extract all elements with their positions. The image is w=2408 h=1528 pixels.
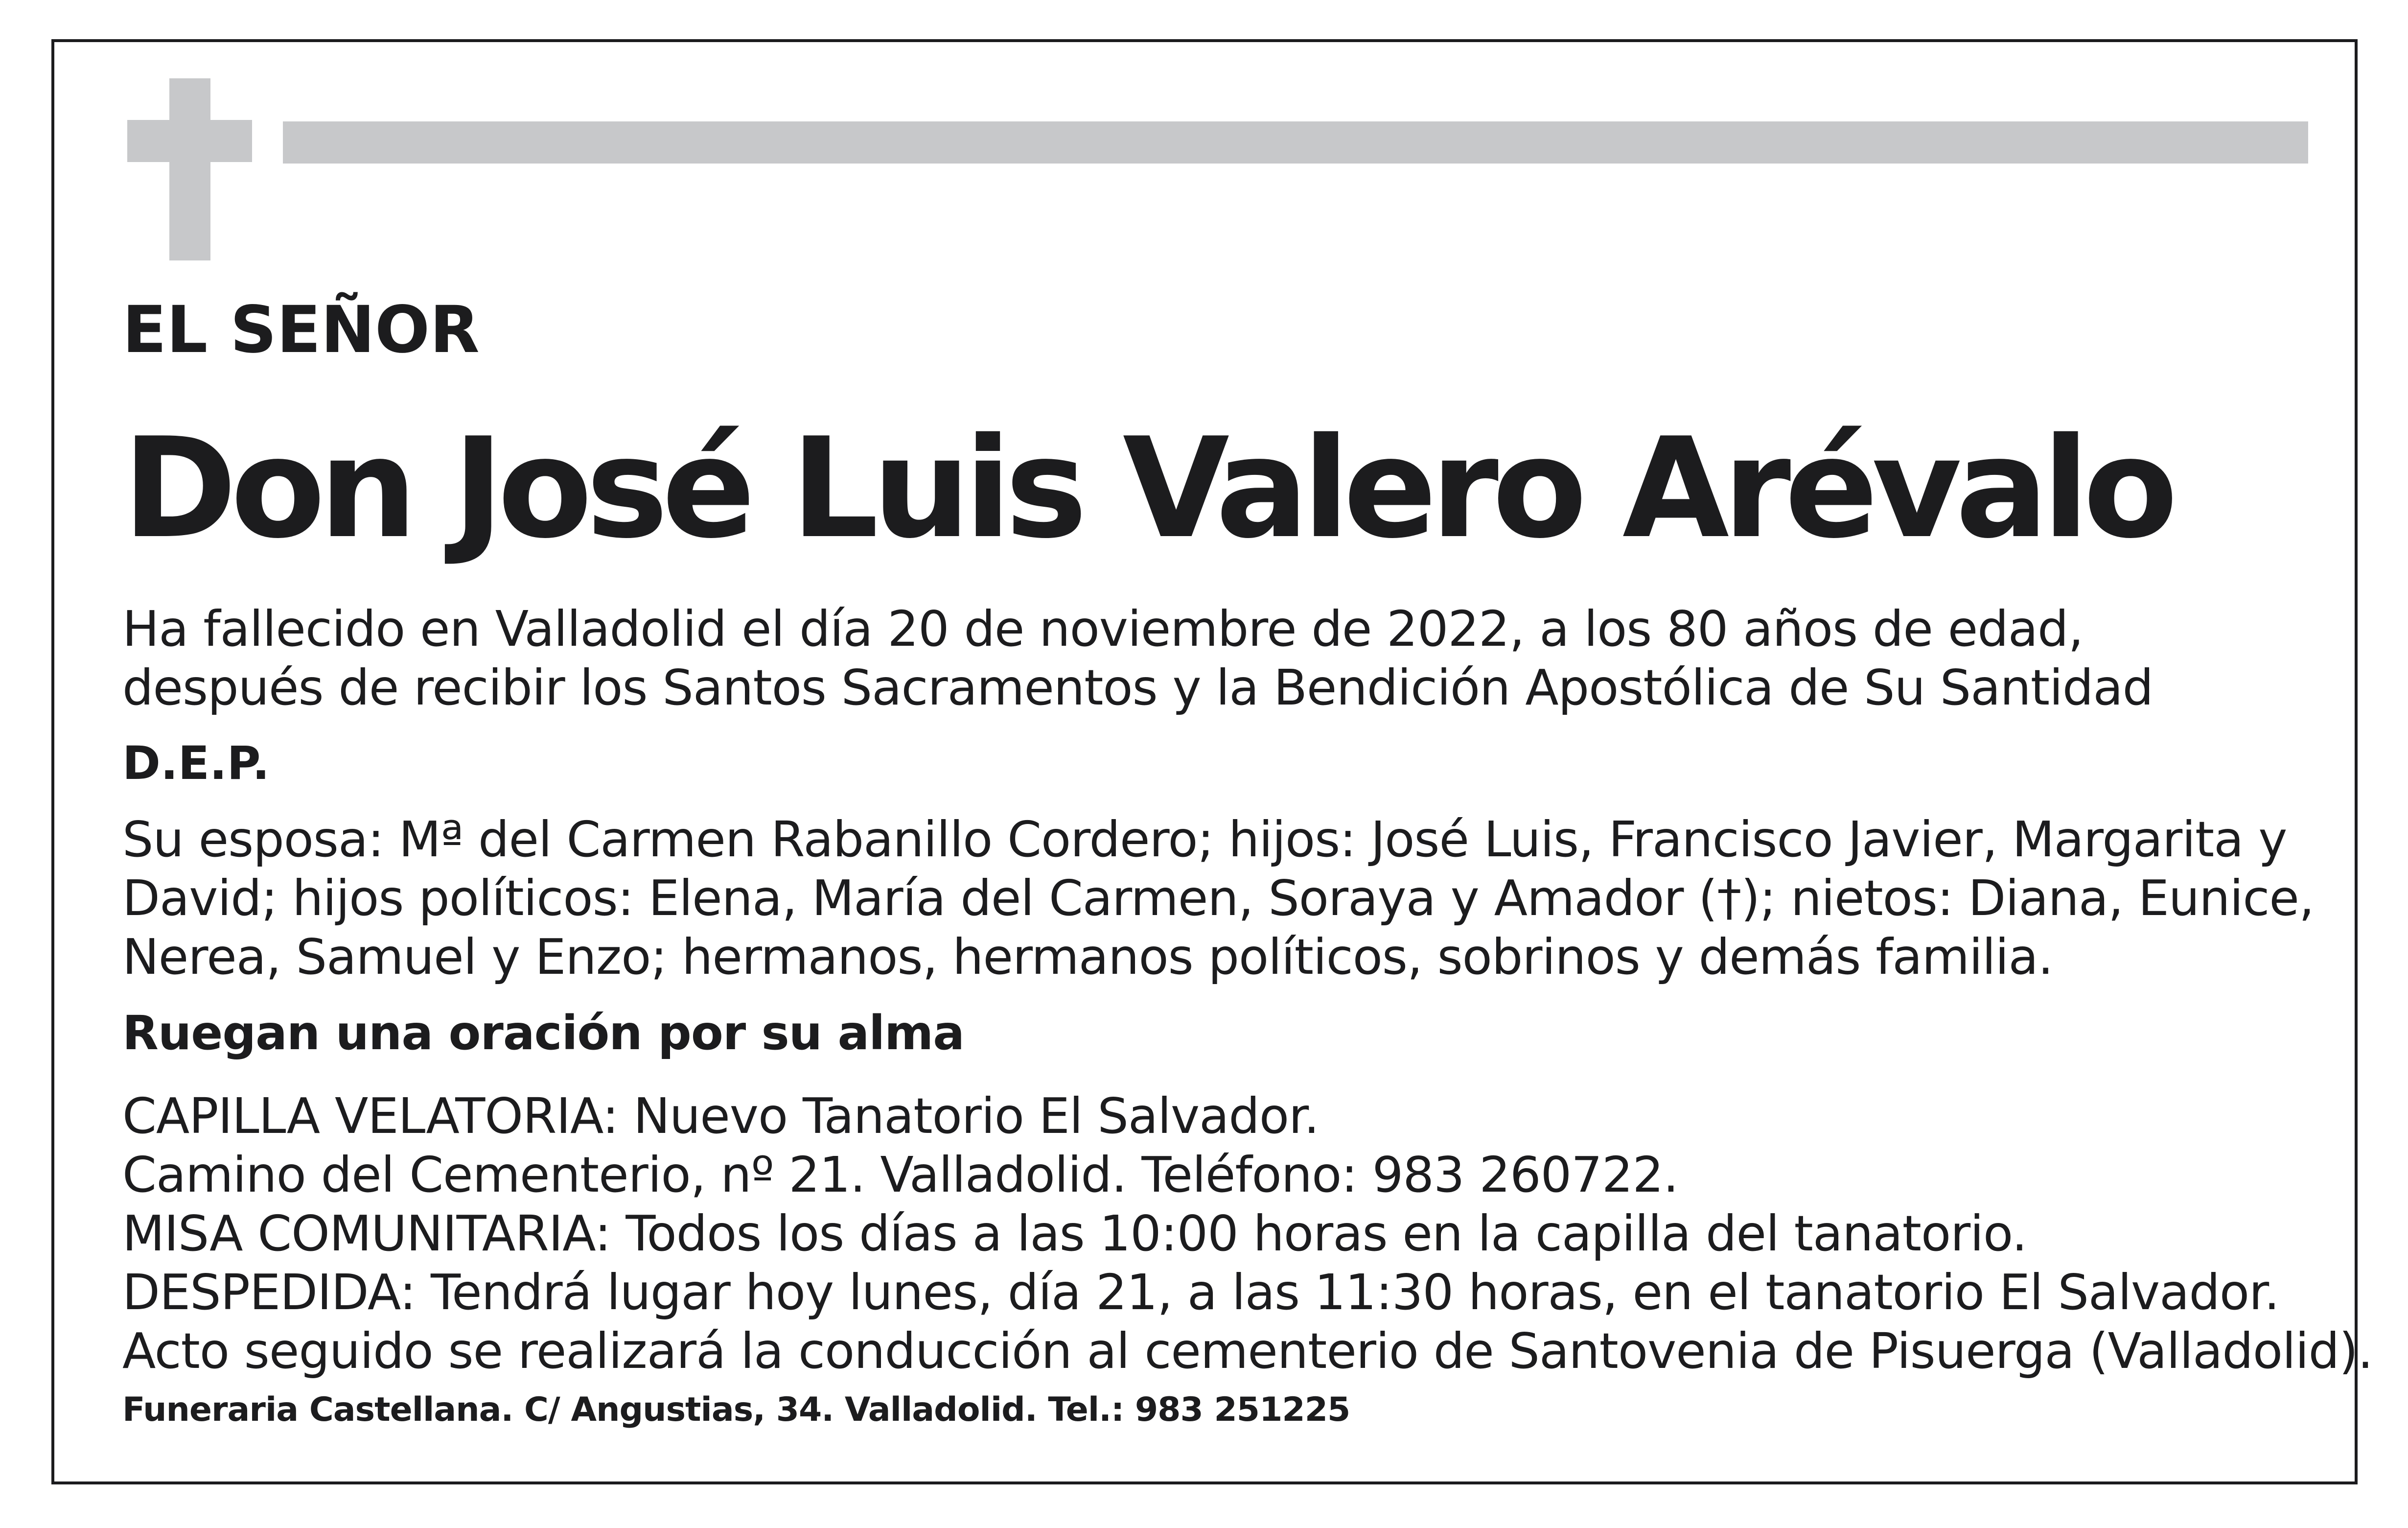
- prayer-heading: Ruegan una oración por su alma: [122, 1006, 964, 1060]
- deceased-name: Don José Luis Valero Arévalo: [122, 408, 2172, 569]
- title-prefix: EL SEÑOR: [122, 292, 480, 368]
- funeral-home-footer: Funeraria Castellana. C/ Angustias, 34. Valladolid. Tel.: 983 251225: [122, 1390, 1350, 1429]
- family-line: David; hijos políticos: Elena, María del Carmen, Soraya y Amador (†); nietos: Diana, Eunice,: [122, 870, 2314, 927]
- service-line: MISA COMUNITARIA: Todos los días a las 10:00 horas en la capilla del tanatorio.: [122, 1205, 2027, 1262]
- intro-line: después de recibir los Santos Sacramentos y la Bendición Apostólica de Su Santidad: [122, 659, 2153, 716]
- family-line: Nerea, Samuel y Enzo; hermanos, hermanos políticos, sobrinos y demás familia.: [122, 928, 2053, 986]
- service-line: CAPILLA VELATORIA: Nuevo Tanatorio El Salvador.: [122, 1087, 1319, 1145]
- cross-horizontal: [127, 120, 252, 162]
- dep-label: D.E.P.: [122, 737, 270, 790]
- service-line: Camino del Cementerio, nº 21. Valladolid. Teléfono: 983 260722.: [122, 1146, 1678, 1203]
- family-paragraph: [122, 810, 2314, 987]
- cross-vertical: [169, 78, 210, 260]
- service-details: [122, 1087, 2373, 1381]
- header-bar: [283, 121, 2308, 164]
- intro-paragraph: [122, 600, 2153, 717]
- family-line: Su esposa: Mª del Carmen Rabanillo Cordero; hijos: José Luis, Francisco Javier, Margarita y: [122, 811, 2287, 868]
- service-line: DESPEDIDA: Tendrá lugar hoy lunes, día 21, a las 11:30 horas, en el tanatorio El Salvador.: [122, 1264, 2279, 1321]
- service-line: Acto seguido se realizará la conducción al cementerio de Santovenia de Pisuerga (Valladolid).: [122, 1322, 2373, 1380]
- cross-icon: [127, 78, 252, 260]
- intro-line: Ha fallecido en Valladolid el día 20 de noviembre de 2022, a los 80 años de edad,: [122, 600, 2084, 658]
